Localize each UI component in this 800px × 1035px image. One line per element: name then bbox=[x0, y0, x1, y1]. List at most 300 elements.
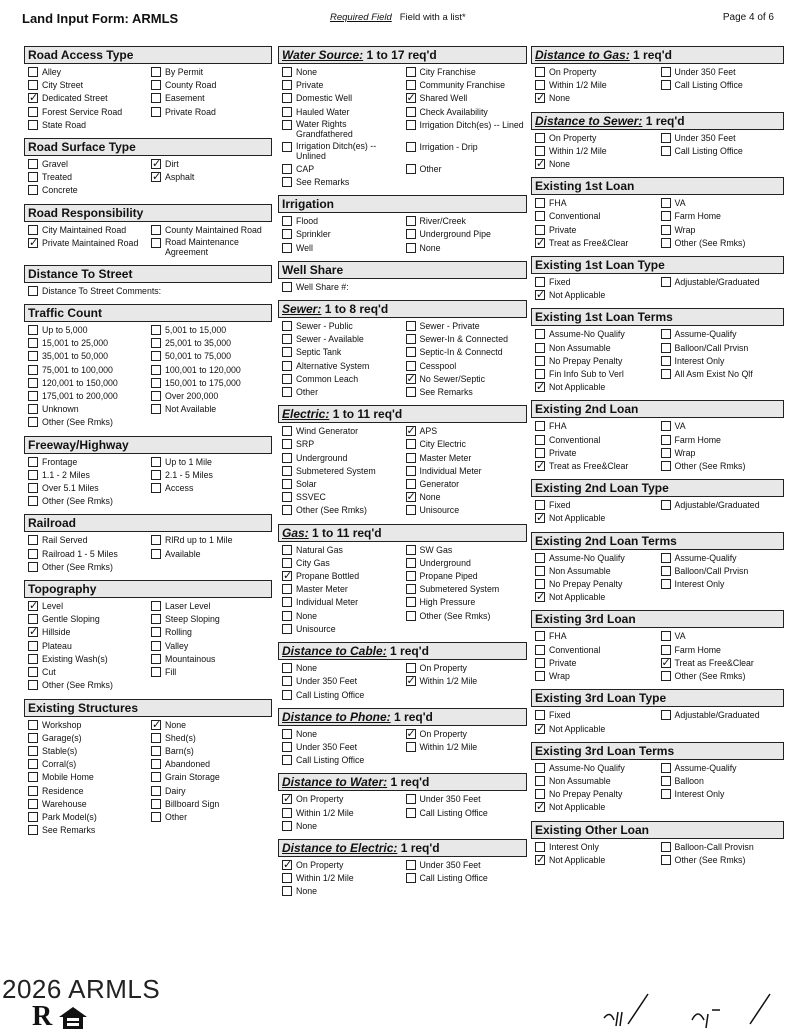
checkbox[interactable] bbox=[406, 216, 416, 226]
option-within-1-2-mile[interactable] bbox=[406, 741, 526, 754]
option-within-1-2-mile[interactable] bbox=[535, 145, 657, 158]
option-assume-no-qualify[interactable] bbox=[535, 328, 657, 341]
checkbox[interactable] bbox=[535, 133, 545, 143]
checkbox[interactable] bbox=[28, 159, 38, 169]
checkbox[interactable] bbox=[535, 369, 545, 379]
checkbox[interactable] bbox=[151, 67, 161, 77]
option-farm-home[interactable] bbox=[661, 644, 783, 657]
checkbox[interactable] bbox=[28, 172, 38, 182]
option-assume-qualify[interactable] bbox=[661, 552, 783, 565]
option-on-property[interactable] bbox=[282, 793, 402, 806]
checkbox[interactable] bbox=[28, 720, 38, 730]
checkbox[interactable] bbox=[282, 439, 292, 449]
option-common-leach[interactable] bbox=[282, 373, 402, 386]
option-wrap[interactable] bbox=[661, 224, 783, 237]
option-sprinkler[interactable] bbox=[282, 228, 402, 241]
checkbox[interactable] bbox=[282, 321, 292, 331]
option-call-listing-office[interactable] bbox=[406, 807, 526, 820]
checkbox[interactable] bbox=[661, 631, 671, 641]
option-other-see-rmks[interactable] bbox=[28, 561, 147, 574]
option-farm-home[interactable] bbox=[661, 210, 783, 223]
option-grain-storage[interactable] bbox=[151, 771, 270, 784]
option-other[interactable] bbox=[282, 386, 402, 399]
checkbox[interactable] bbox=[28, 496, 38, 506]
checkbox[interactable] bbox=[661, 67, 671, 77]
checkbox[interactable] bbox=[661, 421, 671, 431]
checkbox[interactable] bbox=[28, 614, 38, 624]
checkbox[interactable] bbox=[28, 470, 38, 480]
checkbox[interactable] bbox=[282, 67, 292, 77]
checkbox[interactable] bbox=[661, 146, 671, 156]
checkbox[interactable] bbox=[282, 624, 292, 634]
option-see-remarks[interactable] bbox=[28, 824, 147, 837]
option-high-pressure[interactable] bbox=[406, 596, 526, 609]
option-access[interactable] bbox=[151, 482, 270, 495]
checkbox[interactable] bbox=[661, 671, 671, 681]
option-none[interactable] bbox=[406, 491, 526, 504]
option-irrigation-ditch-es-unlined[interactable] bbox=[282, 141, 402, 163]
option-see-remarks[interactable] bbox=[406, 386, 526, 399]
option-within-1-2-mile[interactable] bbox=[282, 807, 402, 820]
option-assume-qualify[interactable] bbox=[661, 762, 783, 775]
checkbox[interactable] bbox=[282, 374, 292, 384]
checkbox[interactable] bbox=[406, 808, 416, 818]
option-other-see-rmks[interactable] bbox=[661, 670, 783, 683]
checkbox[interactable] bbox=[661, 842, 671, 852]
option-va[interactable] bbox=[661, 630, 783, 643]
option-adjustable-graduated[interactable] bbox=[661, 276, 783, 289]
checkbox[interactable] bbox=[406, 80, 416, 90]
checkbox[interactable] bbox=[151, 351, 161, 361]
option-private-maintained-road[interactable] bbox=[28, 237, 147, 259]
option-balloon-call-prvisn[interactable] bbox=[661, 342, 783, 355]
option-mountainous[interactable] bbox=[151, 653, 270, 666]
checkbox[interactable] bbox=[282, 120, 292, 130]
option-balloon[interactable] bbox=[661, 775, 783, 788]
checkbox[interactable] bbox=[535, 277, 545, 287]
checkbox[interactable] bbox=[151, 812, 161, 822]
option-rail-served[interactable] bbox=[28, 534, 147, 547]
checked-checkbox[interactable] bbox=[406, 93, 416, 103]
option-conventional[interactable] bbox=[535, 434, 657, 447]
option-under-350-feet[interactable] bbox=[282, 675, 402, 688]
checkbox[interactable] bbox=[151, 667, 161, 677]
option-sewer-public[interactable] bbox=[282, 320, 402, 333]
checked-checkbox[interactable] bbox=[535, 802, 545, 812]
checkbox[interactable] bbox=[151, 654, 161, 664]
checkbox[interactable] bbox=[406, 545, 416, 555]
checkbox[interactable] bbox=[535, 658, 545, 668]
checkbox[interactable] bbox=[282, 742, 292, 752]
option-treat-as-free-clear[interactable] bbox=[661, 657, 783, 670]
checkbox[interactable] bbox=[406, 164, 416, 174]
option-natural-gas[interactable] bbox=[282, 544, 402, 557]
checkbox[interactable] bbox=[151, 391, 161, 401]
checkbox[interactable] bbox=[406, 334, 416, 344]
checkbox[interactable] bbox=[151, 404, 161, 414]
option-by-permit[interactable] bbox=[151, 66, 270, 79]
checkbox[interactable] bbox=[535, 448, 545, 458]
checked-checkbox[interactable] bbox=[535, 592, 545, 602]
checked-checkbox[interactable] bbox=[535, 93, 545, 103]
checkbox[interactable] bbox=[661, 763, 671, 773]
checked-checkbox[interactable] bbox=[535, 290, 545, 300]
checkbox[interactable] bbox=[535, 631, 545, 641]
option-none[interactable] bbox=[282, 885, 402, 898]
option-solar[interactable] bbox=[282, 478, 402, 491]
checkbox[interactable] bbox=[151, 799, 161, 809]
checked-checkbox[interactable] bbox=[406, 492, 416, 502]
option-va[interactable] bbox=[661, 420, 783, 433]
option-call-listing-office[interactable] bbox=[282, 754, 402, 767]
option-interest-only[interactable] bbox=[661, 578, 783, 591]
option-concrete[interactable] bbox=[28, 184, 147, 197]
checkbox[interactable] bbox=[406, 873, 416, 883]
option-none[interactable] bbox=[282, 66, 402, 79]
checked-checkbox[interactable] bbox=[28, 627, 38, 637]
checkbox[interactable] bbox=[406, 479, 416, 489]
option-assume-no-qualify[interactable] bbox=[535, 552, 657, 565]
checkbox[interactable] bbox=[28, 365, 38, 375]
option-unknown[interactable] bbox=[28, 403, 147, 416]
checkbox[interactable] bbox=[535, 671, 545, 681]
option-on-property[interactable] bbox=[282, 859, 402, 872]
option-steep-sloping[interactable] bbox=[151, 613, 270, 626]
option-fixed[interactable] bbox=[535, 709, 657, 722]
option-submetered-system[interactable] bbox=[282, 465, 402, 478]
option-river-creek[interactable] bbox=[406, 215, 526, 228]
option-underground[interactable] bbox=[282, 452, 402, 465]
option-road-maintenance-agreement[interactable] bbox=[151, 237, 270, 259]
option-none[interactable] bbox=[406, 242, 526, 255]
checkbox[interactable] bbox=[282, 466, 292, 476]
checked-checkbox[interactable] bbox=[535, 855, 545, 865]
option-plateau[interactable] bbox=[28, 640, 147, 653]
checkbox[interactable] bbox=[151, 457, 161, 467]
checked-checkbox[interactable] bbox=[406, 374, 416, 384]
checkbox[interactable] bbox=[282, 177, 292, 187]
option-submetered-system[interactable] bbox=[406, 583, 526, 596]
option-fixed[interactable] bbox=[535, 499, 657, 512]
option-level[interactable] bbox=[28, 600, 147, 613]
checkbox[interactable] bbox=[282, 229, 292, 239]
option-120-001-to-150-000[interactable] bbox=[28, 377, 147, 390]
option-under-350-feet[interactable] bbox=[282, 741, 402, 754]
checkbox[interactable] bbox=[151, 746, 161, 756]
option-available[interactable] bbox=[151, 548, 270, 561]
checkbox[interactable] bbox=[282, 584, 292, 594]
checkbox[interactable] bbox=[535, 435, 545, 445]
checkbox[interactable] bbox=[28, 286, 38, 296]
option-50-001-to-75-000[interactable] bbox=[151, 350, 270, 363]
checkbox[interactable] bbox=[535, 776, 545, 786]
checkbox[interactable] bbox=[28, 338, 38, 348]
option-underground-pipe[interactable] bbox=[406, 228, 526, 241]
checkbox[interactable] bbox=[151, 238, 161, 248]
checkbox[interactable] bbox=[535, 553, 545, 563]
option-other-see-rmks[interactable] bbox=[28, 679, 147, 692]
option-corral-s[interactable] bbox=[28, 758, 147, 771]
option-fill[interactable] bbox=[151, 666, 270, 679]
option-35-001-to-50-000[interactable] bbox=[28, 350, 147, 363]
checkbox[interactable] bbox=[151, 378, 161, 388]
option-not-applicable[interactable] bbox=[535, 512, 657, 525]
option-city-street[interactable] bbox=[28, 79, 147, 92]
option-frontage[interactable] bbox=[28, 456, 147, 469]
checkbox[interactable] bbox=[282, 545, 292, 555]
option-100-001-to-120-000[interactable] bbox=[151, 364, 270, 377]
checkbox[interactable] bbox=[661, 461, 671, 471]
option-call-listing-office[interactable] bbox=[661, 79, 783, 92]
option-domestic-well[interactable] bbox=[282, 92, 402, 105]
checkbox[interactable] bbox=[406, 860, 416, 870]
checkbox[interactable] bbox=[406, 571, 416, 581]
checkbox[interactable] bbox=[151, 772, 161, 782]
checkbox[interactable] bbox=[28, 641, 38, 651]
option-city-electric[interactable] bbox=[406, 438, 526, 451]
option-see-remarks[interactable] bbox=[282, 176, 402, 189]
checked-checkbox[interactable] bbox=[661, 658, 671, 668]
checkbox[interactable] bbox=[535, 80, 545, 90]
checkbox[interactable] bbox=[661, 553, 671, 563]
checkbox[interactable] bbox=[406, 584, 416, 594]
checkbox[interactable] bbox=[661, 198, 671, 208]
option-not-applicable[interactable] bbox=[535, 723, 657, 736]
option-75-001-to-100-000[interactable] bbox=[28, 364, 147, 377]
checkbox[interactable] bbox=[535, 579, 545, 589]
checked-checkbox[interactable] bbox=[535, 159, 545, 169]
option-balloon-call-provisn[interactable] bbox=[661, 841, 783, 854]
option-generator[interactable] bbox=[406, 478, 526, 491]
option-underground[interactable] bbox=[406, 557, 526, 570]
option-no-sewer-septic[interactable] bbox=[406, 373, 526, 386]
option-cap[interactable] bbox=[282, 163, 402, 176]
option-srp[interactable] bbox=[282, 438, 402, 451]
checkbox[interactable] bbox=[661, 710, 671, 720]
option-treat-as-free-clear[interactable] bbox=[535, 237, 657, 250]
checked-checkbox[interactable] bbox=[282, 860, 292, 870]
checkbox[interactable] bbox=[28, 483, 38, 493]
option-check-availability[interactable] bbox=[406, 106, 526, 119]
option-aps[interactable] bbox=[406, 425, 526, 438]
checkbox[interactable] bbox=[661, 133, 671, 143]
option-175-001-to-200-000[interactable] bbox=[28, 390, 147, 403]
option-within-1-2-mile[interactable] bbox=[406, 675, 526, 688]
checkbox[interactable] bbox=[535, 763, 545, 773]
option-individual-meter[interactable] bbox=[282, 596, 402, 609]
checkbox[interactable] bbox=[406, 466, 416, 476]
checkbox[interactable] bbox=[151, 107, 161, 117]
checkbox[interactable] bbox=[28, 562, 38, 572]
checkbox[interactable] bbox=[282, 80, 292, 90]
option-septic-in-connectd[interactable] bbox=[406, 346, 526, 359]
checked-checkbox[interactable] bbox=[406, 426, 416, 436]
checkbox[interactable] bbox=[535, 645, 545, 655]
option-community-franchise[interactable] bbox=[406, 79, 526, 92]
option-dedicated-street[interactable] bbox=[28, 92, 147, 105]
option-other[interactable] bbox=[151, 811, 270, 824]
option-private[interactable] bbox=[535, 447, 657, 460]
checkbox[interactable] bbox=[535, 146, 545, 156]
option-none[interactable] bbox=[282, 610, 402, 623]
option-treated[interactable] bbox=[28, 171, 147, 184]
option-workshop[interactable] bbox=[28, 719, 147, 732]
option-existing-wash-s[interactable] bbox=[28, 653, 147, 666]
option-not-applicable[interactable] bbox=[535, 854, 657, 867]
checkbox[interactable] bbox=[535, 211, 545, 221]
checkbox[interactable] bbox=[406, 505, 416, 515]
checkbox[interactable] bbox=[151, 641, 161, 651]
checkbox[interactable] bbox=[28, 786, 38, 796]
option-other[interactable] bbox=[406, 163, 526, 176]
checkbox[interactable] bbox=[282, 216, 292, 226]
option-on-property[interactable] bbox=[406, 728, 526, 741]
option-other-see-rmks[interactable] bbox=[661, 854, 783, 867]
checkbox[interactable] bbox=[661, 855, 671, 865]
checkbox[interactable] bbox=[282, 142, 292, 152]
option-none[interactable] bbox=[282, 728, 402, 741]
option-fha[interactable] bbox=[535, 420, 657, 433]
option-under-350-feet[interactable] bbox=[406, 793, 526, 806]
option-private[interactable] bbox=[535, 224, 657, 237]
option-no-prepay-penalty[interactable] bbox=[535, 788, 657, 801]
option-1-1-2-miles[interactable] bbox=[28, 469, 147, 482]
option-other-see-rmks[interactable] bbox=[406, 610, 526, 623]
option-none[interactable] bbox=[282, 820, 402, 833]
checkbox[interactable] bbox=[151, 338, 161, 348]
option-on-property[interactable] bbox=[535, 132, 657, 145]
option-non-assumable[interactable] bbox=[535, 775, 657, 788]
option-up-to-5-000[interactable] bbox=[28, 324, 147, 337]
checkbox[interactable] bbox=[661, 435, 671, 445]
checkbox[interactable] bbox=[406, 243, 416, 253]
checkbox[interactable] bbox=[282, 873, 292, 883]
checkbox[interactable] bbox=[151, 759, 161, 769]
option-fin-info-sub-to-verl[interactable] bbox=[535, 368, 657, 381]
checkbox[interactable] bbox=[28, 549, 38, 559]
option-all-asm-exist-no-qlf[interactable] bbox=[661, 368, 783, 381]
option-ssvec[interactable] bbox=[282, 491, 402, 504]
option-assume-qualify[interactable] bbox=[661, 328, 783, 341]
option-garage-s[interactable] bbox=[28, 732, 147, 745]
option-none[interactable] bbox=[151, 719, 270, 732]
option-laser-level[interactable] bbox=[151, 600, 270, 613]
checkbox[interactable] bbox=[28, 225, 38, 235]
option-not-applicable[interactable] bbox=[535, 591, 657, 604]
checkbox[interactable] bbox=[151, 225, 161, 235]
checked-checkbox[interactable] bbox=[28, 238, 38, 248]
checkbox[interactable] bbox=[406, 439, 416, 449]
checkbox[interactable] bbox=[282, 282, 292, 292]
checkbox[interactable] bbox=[28, 417, 38, 427]
checkbox[interactable] bbox=[661, 448, 671, 458]
option-wind-generator[interactable] bbox=[282, 425, 402, 438]
checkbox[interactable] bbox=[28, 812, 38, 822]
checkbox[interactable] bbox=[28, 759, 38, 769]
option-state-road[interactable] bbox=[28, 119, 147, 132]
option-warehouse[interactable] bbox=[28, 798, 147, 811]
checked-checkbox[interactable] bbox=[282, 571, 292, 581]
checkbox[interactable] bbox=[661, 238, 671, 248]
option-hauled-water[interactable] bbox=[282, 106, 402, 119]
checkbox[interactable] bbox=[28, 80, 38, 90]
checkbox[interactable] bbox=[28, 535, 38, 545]
option-rlrd-up-to-1-mile[interactable] bbox=[151, 534, 270, 547]
checkbox[interactable] bbox=[535, 356, 545, 366]
checkbox[interactable] bbox=[151, 483, 161, 493]
option-fha[interactable] bbox=[535, 197, 657, 210]
checkbox[interactable] bbox=[406, 742, 416, 752]
option-dirt[interactable] bbox=[151, 158, 270, 171]
checkbox[interactable] bbox=[661, 776, 671, 786]
option-dairy[interactable] bbox=[151, 785, 270, 798]
checkbox[interactable] bbox=[406, 361, 416, 371]
option-master-meter[interactable] bbox=[282, 583, 402, 596]
option-balloon-call-prvisn[interactable] bbox=[661, 565, 783, 578]
option-adjustable-graduated[interactable] bbox=[661, 709, 783, 722]
checkbox[interactable] bbox=[661, 277, 671, 287]
checked-checkbox[interactable] bbox=[535, 724, 545, 734]
checkbox[interactable] bbox=[661, 211, 671, 221]
option-rolling[interactable] bbox=[151, 626, 270, 639]
checked-checkbox[interactable] bbox=[535, 461, 545, 471]
checkbox[interactable] bbox=[28, 746, 38, 756]
option-under-350-feet[interactable] bbox=[661, 132, 783, 145]
option-other-see-rmks[interactable] bbox=[661, 460, 783, 473]
option-valley[interactable] bbox=[151, 640, 270, 653]
option-non-assumable[interactable] bbox=[535, 565, 657, 578]
option-well[interactable] bbox=[282, 242, 402, 255]
checkbox[interactable] bbox=[282, 755, 292, 765]
option-under-350-feet[interactable] bbox=[406, 859, 526, 872]
checked-checkbox[interactable] bbox=[535, 382, 545, 392]
checkbox[interactable] bbox=[282, 505, 292, 515]
option-asphalt[interactable] bbox=[151, 171, 270, 184]
checked-checkbox[interactable] bbox=[151, 172, 161, 182]
checkbox[interactable] bbox=[661, 579, 671, 589]
option-private[interactable] bbox=[282, 79, 402, 92]
option-county-maintained-road[interactable] bbox=[151, 224, 270, 237]
checkbox[interactable] bbox=[282, 426, 292, 436]
checkbox[interactable] bbox=[661, 500, 671, 510]
checkbox[interactable] bbox=[282, 243, 292, 253]
option-well-share[interactable] bbox=[282, 281, 525, 294]
checkbox[interactable] bbox=[28, 733, 38, 743]
option-stable-s[interactable] bbox=[28, 745, 147, 758]
checkbox[interactable] bbox=[28, 667, 38, 677]
option-private-road[interactable] bbox=[151, 106, 270, 119]
checkbox[interactable] bbox=[406, 142, 416, 152]
option-interest-only[interactable] bbox=[661, 355, 783, 368]
checked-checkbox[interactable] bbox=[151, 720, 161, 730]
option-unisource[interactable] bbox=[282, 623, 402, 636]
option-city-gas[interactable] bbox=[282, 557, 402, 570]
option-city-franchise[interactable] bbox=[406, 66, 526, 79]
option-railroad-1-5-miles[interactable] bbox=[28, 548, 147, 561]
checkbox[interactable] bbox=[282, 611, 292, 621]
checkbox[interactable] bbox=[406, 321, 416, 331]
checked-checkbox[interactable] bbox=[535, 238, 545, 248]
option-no-prepay-penalty[interactable] bbox=[535, 355, 657, 368]
checkbox[interactable] bbox=[535, 500, 545, 510]
checkbox[interactable] bbox=[282, 361, 292, 371]
option-under-350-feet[interactable] bbox=[661, 66, 783, 79]
checkbox[interactable] bbox=[282, 558, 292, 568]
option-not-applicable[interactable] bbox=[535, 801, 657, 814]
option-park-model-s[interactable] bbox=[28, 811, 147, 824]
checkbox[interactable] bbox=[28, 772, 38, 782]
checkbox[interactable] bbox=[28, 325, 38, 335]
